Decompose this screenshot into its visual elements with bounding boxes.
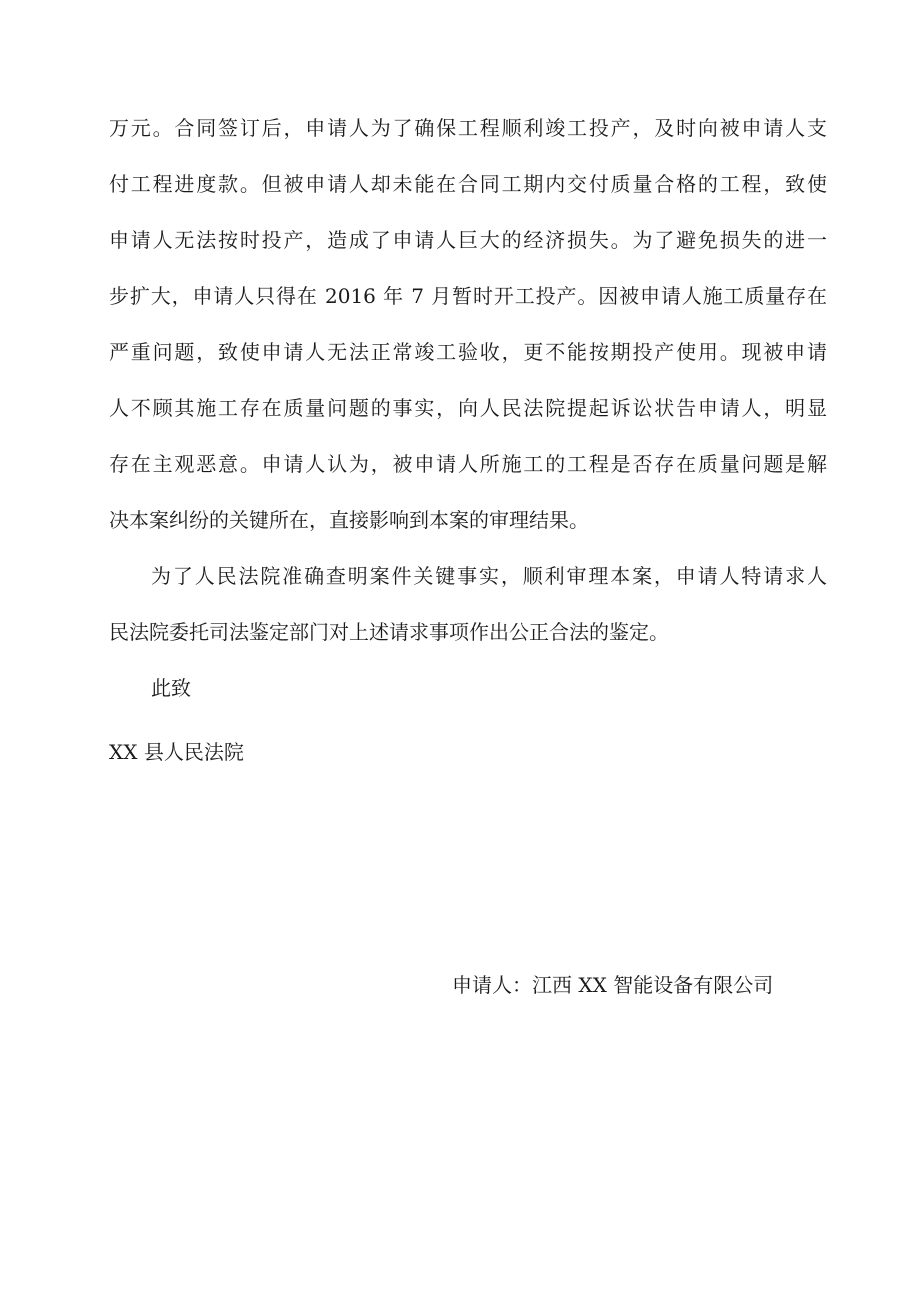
paragraph-1-line-4: 步扩大，申请人只得在 2016 年 7 月暂时开工投产。因被申请人施工质量存在 [109, 284, 827, 308]
signature: 申请人：江西 XX 智能设备有限公司 [452, 973, 774, 997]
paragraph-1-line-8: 决本案纠纷的关键所在，直接影响到本案的审理结果。 [109, 508, 589, 532]
recipient: XX 县人民法院 [109, 740, 244, 764]
paragraph-1-line-2: 付工程进度款。但被申请人却未能在合同工期内交付质量合格的工程，致使 [109, 172, 827, 196]
paragraph-1-line-6: 人不顾其施工存在质量问题的事实，向人民法院提起诉讼状告申请人，明显 [109, 396, 827, 420]
paragraph-1-line-5: 严重问题，致使申请人无法正常竣工验收，更不能按期投产使用。现被申请 [109, 340, 827, 364]
paragraph-2-line-2: 民法院委托司法鉴定部门对上述请求事项作出公正合法的鉴定。 [109, 620, 669, 644]
paragraph-1-line-1: 万元。合同签订后，申请人为了确保工程顺利竣工投产，及时向被申请人支 [109, 116, 827, 140]
paragraph-1-line-7: 存在主观恶意。申请人认为，被申请人所施工的工程是否存在质量问题是解 [109, 452, 827, 476]
paragraph-1-line-3: 申请人无法按时投产，造成了申请人巨大的经济损失。为了避免损失的进一 [109, 228, 827, 252]
salutation: 此致 [151, 676, 191, 700]
paragraph-2-line-1: 为了人民法院准确查明案件关键事实，顺利审理本案，申请人特请求人 [151, 564, 827, 588]
